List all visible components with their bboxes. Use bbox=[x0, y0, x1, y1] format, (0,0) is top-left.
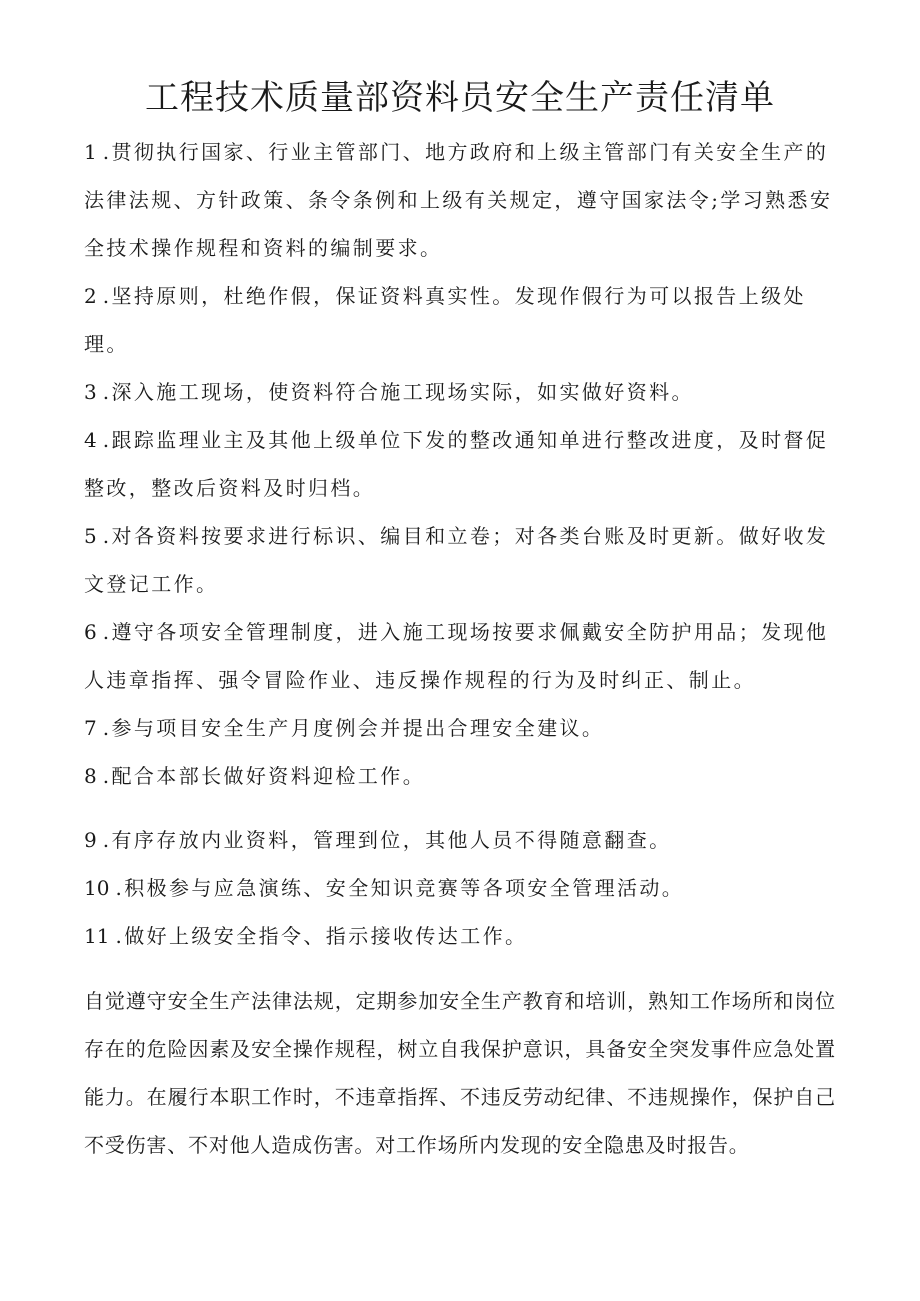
list-item bbox=[84, 608, 836, 704]
item-number: 9 bbox=[84, 828, 97, 852]
item-text: .参与项目安全生产月度例会并提出合理安全建议。 bbox=[102, 716, 605, 740]
responsibility-list bbox=[84, 128, 836, 960]
item-number: 3 bbox=[84, 380, 97, 404]
item-number: 1 bbox=[84, 140, 97, 164]
document-title: 工程技术质量部资料员安全生产责任清单 bbox=[145, 78, 775, 118]
list-item bbox=[84, 752, 836, 800]
item-text: .深入施工现场，使资料符合施工现场实际，如实做好资料。 bbox=[102, 380, 694, 404]
closing-paragraph: 自觉遵守安全生产法律法规，定期参加安全生产教育和培训，熟知工作场所和岗位存在的危险因素及安全操作规程，树立自我保护意识，具备安全突发事件应急处置能力。在履行本职工作时，不违章指挥、不违反劳动纪律、不违规操作，保护自己不受伤害、不对他人造成伤害。对工作场所内发现的安全隐患及时报告。 bbox=[84, 989, 836, 1157]
list-item bbox=[84, 272, 836, 368]
item-text: .坚持原则，杜绝作假，保证资料真实性。发现作假行为可以报告上级处理。 bbox=[84, 284, 806, 356]
item-number: 5 bbox=[84, 524, 97, 548]
item-number: 11 bbox=[84, 924, 110, 948]
item-number: 10 bbox=[84, 876, 110, 900]
list-item bbox=[84, 368, 836, 416]
item-number: 8 bbox=[84, 764, 97, 788]
list-item bbox=[84, 128, 836, 272]
item-text: .贯彻执行国家、行业主管部门、地方政府和上级主管部门有关安全生产的法律法规、方针政策、条令条例和上级有关规定，遵守国家法令;学习熟悉安全技术操作规程和资料的编制要求。 bbox=[84, 140, 833, 260]
item-text: .积极参与应急演练、安全知识竞赛等各项安全管理活动。 bbox=[115, 876, 685, 900]
item-text: .跟踪监理业主及其他上级单位下发的整改通知单进行整改进度，及时督促整改，整改后资料及时归档。 bbox=[84, 428, 829, 500]
item-text: .遵守各项安全管理制度，进入施工现场按要求佩戴安全防护用品；发现他人违章指挥、强令冒险作业、违反操作规程的行为及时纠正、制止。 bbox=[84, 620, 829, 692]
list-item bbox=[84, 864, 836, 912]
list-item bbox=[84, 416, 836, 512]
list-item bbox=[84, 512, 836, 608]
item-text: .做好上级安全指令、指示接收传达工作。 bbox=[115, 924, 528, 948]
list-item bbox=[84, 912, 836, 960]
item-number: 6 bbox=[84, 620, 97, 644]
item-text: .对各资料按要求进行标识、编目和立卷；对各类台账及时更新。做好收发文登记工作。 bbox=[84, 524, 829, 596]
item-text: .有序存放内业资料，管理到位，其他人员不得随意翻查。 bbox=[102, 828, 672, 852]
item-number: 7 bbox=[84, 716, 97, 740]
item-number: 2 bbox=[84, 284, 97, 308]
item-text: .配合本部长做好资料迎检工作。 bbox=[102, 764, 426, 788]
item-number: 4 bbox=[84, 428, 97, 452]
list-item bbox=[84, 816, 836, 864]
list-item bbox=[84, 704, 836, 752]
